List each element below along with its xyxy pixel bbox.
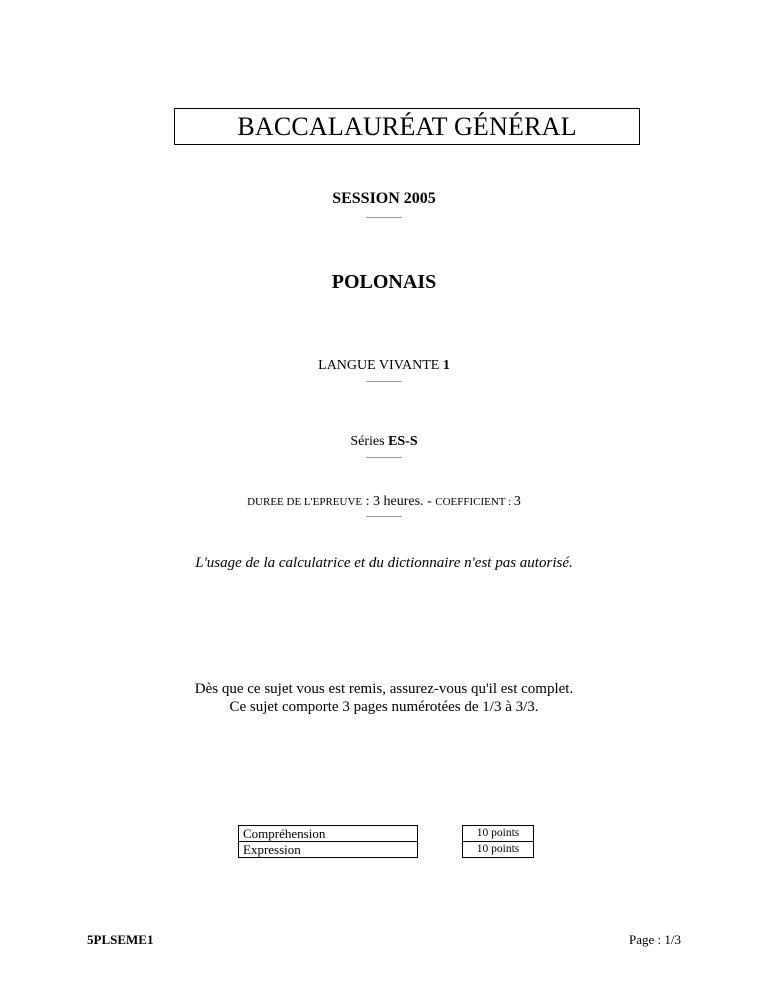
series-label: Séries — [350, 434, 385, 449]
duration-dash: - — [423, 494, 436, 509]
scoring-label: Expression — [239, 842, 418, 858]
notice-block — [0, 680, 768, 716]
duration-line — [0, 494, 768, 510]
duration-colon: : — [362, 494, 374, 509]
separator — [366, 381, 402, 382]
notice-line: Dès que ce sujet vous est remis, assurez-vous qu'il est complet. — [194, 681, 574, 697]
scoring-label: Compréhension — [239, 826, 418, 842]
exam-title-box — [174, 108, 640, 145]
series-line — [0, 434, 768, 450]
coefficient-value: 3 — [513, 494, 521, 509]
langue-line — [0, 358, 768, 374]
scoring-points: 10 points — [463, 842, 534, 858]
duration-label: DUREE DE L'EPREUVE — [247, 496, 363, 508]
coefficient-label: COEFFICIENT — [435, 496, 506, 508]
table-row — [239, 842, 534, 858]
footer-page-number: Page : 1/3 — [629, 932, 681, 947]
cell-gap — [418, 842, 463, 858]
footer-code: 5PLSEME1 — [87, 932, 154, 947]
separator — [366, 217, 402, 218]
langue-label: LANGUE VIVANTE — [318, 358, 440, 373]
table-row — [239, 826, 534, 842]
usage-note: L'usage de la calculatrice et du dictionnaire n'est pas autorisé. — [195, 555, 573, 571]
series-value: ES-S — [388, 434, 418, 449]
subject-title: POLONAIS — [331, 271, 437, 293]
separator — [366, 516, 402, 517]
exam-title: BACCALAURÉAT GÉNÉRAL — [237, 111, 577, 141]
separator — [366, 457, 402, 458]
scoring-table — [238, 825, 534, 858]
duration-value: 3 heures. — [373, 494, 424, 509]
cell-gap — [418, 826, 463, 842]
langue-value: 1 — [442, 358, 450, 373]
session-label: SESSION 2005 — [332, 190, 436, 207]
scoring-points: 10 points — [463, 826, 534, 842]
coefficient-colon: : — [505, 496, 514, 508]
notice-line: Ce sujet comporte 3 pages numérotées de 1/3 à 3/3. — [229, 699, 539, 715]
